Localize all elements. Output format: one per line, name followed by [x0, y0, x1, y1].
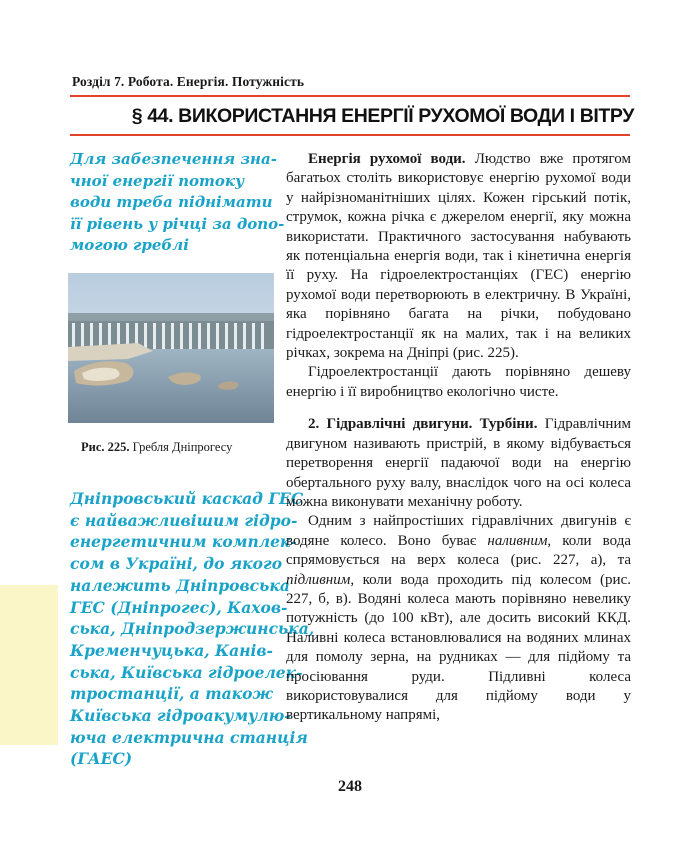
paragraph-heading: 2. Гідравлічні двигуни. Турбіни. [308, 416, 538, 433]
dnieper-dam-photo [68, 273, 274, 423]
side-note-line: води треба піднімати [70, 193, 273, 211]
side-note-line: ГЕС (Дніпрогес), Кахов- [70, 597, 288, 617]
side-note-line: її рівень у річці за допо- [70, 214, 285, 233]
side-note-line: енергетичним комплек- [70, 532, 297, 552]
paragraph-body: , коли вода спрямовується на верх колеса (рис. 227, а), та [286, 532, 632, 569]
side-note-line: чної енергії потоку [70, 171, 245, 190]
side-note-line: могою греблі [70, 236, 189, 254]
figure-caption [81, 440, 232, 455]
running-head: Розділ 7. Робота. Енергія. Потужність [72, 74, 305, 89]
page-number: 248 [338, 778, 362, 795]
header-rule-top [70, 95, 630, 97]
paragraph-body: , коли вода проходить під колесом (рис. 227, б, в). Водяні колеса мають порівняно невелику потужність (до 100 кВт), але досить високий ККД. Наливні колеса встановлювалися на водяних млинах для помолу зерна, на рудниках — для підйому та просіювання руди. Підливні колеса використовувалися для підйому води у вертикальному напрямі, [286, 571, 631, 724]
paragraph-water-energy [286, 150, 631, 363]
paragraph-body: Гідравлічним двигуном називають пристрій, в якому відбувається перетворення енергії падаючої води на енергію обертального руху валу, внаслідок чого на осі колеса можна виконувати механічну роботу. [286, 416, 631, 510]
paragraph-turbines [286, 415, 631, 512]
side-note-line: Для забезпечення зна- [70, 150, 277, 168]
paragraph-hydro-cheap: Гідроелектростанції дають порівняно дешеву енергію і її виробництво екологічно чисте. [286, 364, 631, 400]
side-note-line: Кременчуцька, Канів- [70, 640, 273, 660]
paragraph-body: Людство вже протягом багатьох століть використовує енергію рухомої води у найрізноманітніших цілях. Кожен гірський потік, струмок, кожна річка є джерелом енергії, яку можна використати. Практичного застосування набувають як потенціальна енергія води, так і кінетична енергія її руху. На гідроелектростанціях (ГЕС) енергію рухомої води перетворюють в електричну. В Україні, яка порівняно багата на річки, побудовано гідроелектростанції як на малих, так і на великих річках, зокрема на Дніпрі (рис. 225). [286, 151, 631, 362]
side-note-line: ська, Київська гідроелек- [70, 662, 303, 682]
side-note-line: є найважливішим гідро- [70, 510, 298, 530]
side-note-line: ська, Дніпродзержинська, [70, 619, 315, 639]
paragraph-heading: Енергія рухомої води. [308, 151, 466, 167]
main-text-column [286, 150, 631, 726]
side-note-line: належить Дніпровська [70, 575, 290, 595]
paragraph-water-wheel [286, 512, 631, 725]
figure-caption-text: Гребля Дніпрогесу [129, 440, 233, 454]
side-note-line: сом в Україні, до якого [70, 554, 283, 574]
side-note-line: Дніпровський каскад ГЕС [70, 489, 304, 508]
term-undershot: підливним [286, 571, 351, 588]
figure-caption-label: Рис. 225. [81, 440, 130, 454]
side-note-reservoir [70, 149, 284, 257]
term-overshot: наливним [487, 532, 548, 549]
margin-highlight-band [0, 585, 58, 745]
header-rule-bottom [70, 134, 630, 136]
side-note-line: тростанції, а також [70, 684, 273, 704]
side-note-line: (ГАЕС) [70, 749, 133, 769]
side-note-dnieper-cascade [70, 488, 314, 770]
side-note-line: Київська гідроакумулю- [70, 706, 291, 726]
section-title: § 44. ВИКОРИСТАННЯ ЕНЕРГІЇ РУХОМОЇ ВОДИ І ВІТРУ [131, 105, 634, 127]
side-note-line: юча електрична станція [70, 727, 308, 747]
paragraph-body: Одним з найпростіших гідравлічних двигунів є водяне колесо. Воно буває [286, 513, 631, 549]
